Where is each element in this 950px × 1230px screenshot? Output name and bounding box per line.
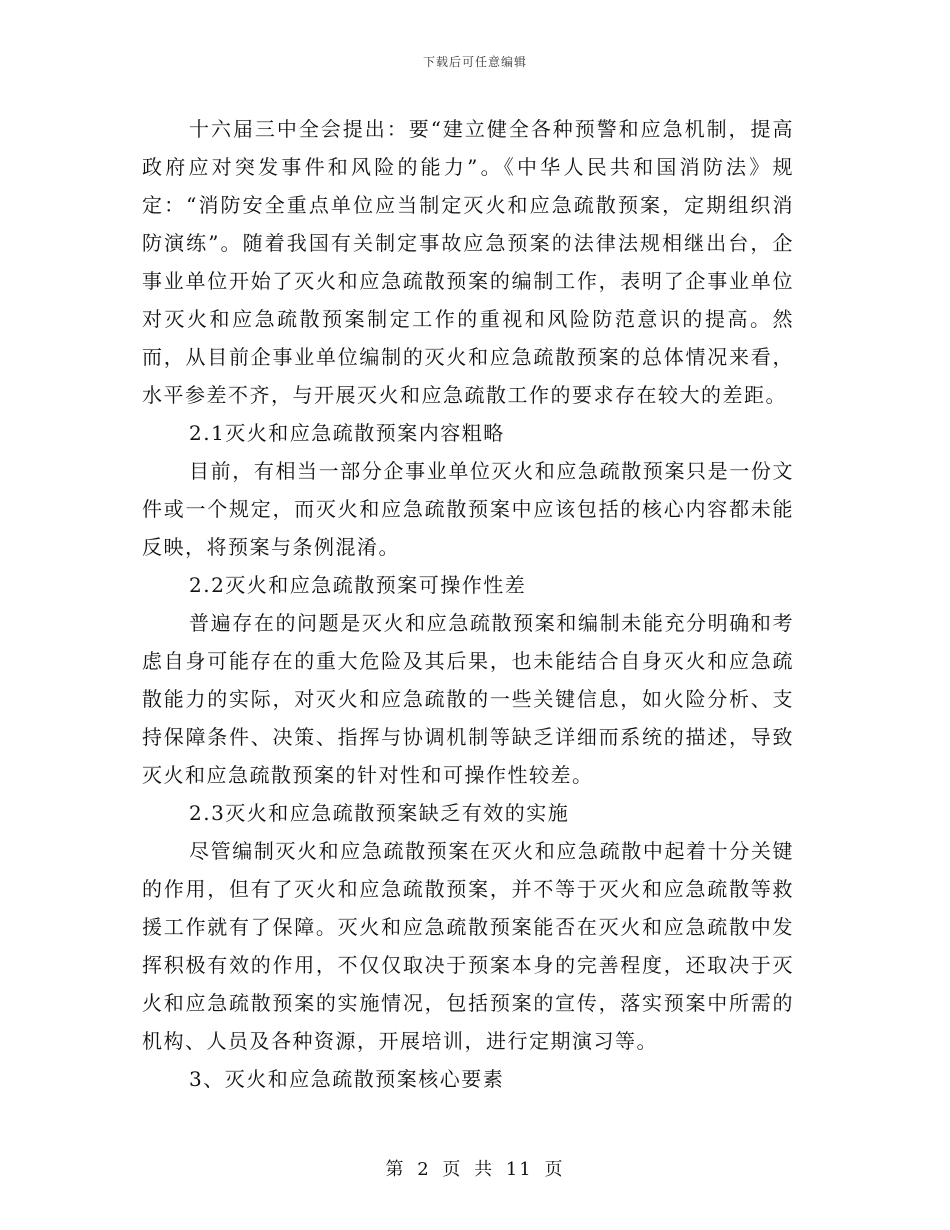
section-2-3-paragraph: 尽管编制灭火和应急疏散预案在灭火和应急疏散中起着十分关键的作用，但有了灭火和应急疏散预案，并不等于灭火和应急疏散等救援工作就有了保障。灭火和应急疏散预案能否在灭火和应急疏散中发挥积极有效的作用，不仅仅取决于预案本身的完善程度，还取决于灭火和应急疏散预案的实施情况，包括预案的宣传，落实预案中所需的机构、人员及各种资源，开展培训，进行定期演习等。 bbox=[142, 839, 794, 1053]
section-2-2-paragraph: 普遍存在的问题是灭火和应急疏散预案和编制未能充分明确和考虑自身可能存在的重大危险及其后果，也未能结合自身灭火和应急疏散能力的实际，对灭火和应急疏散的一些关键信息，如火险分析、支持保障条件、决策、指挥与协调机制等缺乏详细而系统的描述，导致灭火和应急疏散预案的针对性和可操作性较差。 bbox=[142, 611, 794, 787]
section-2-3-heading: 2.3灭火和应急疏散预案缺乏有效的实施 bbox=[189, 801, 570, 825]
section-2-2-heading: 2.2灭火和应急疏散预案可操作性差 bbox=[189, 573, 527, 597]
section-3-heading: 3、灭火和应急疏散预案核心要素 bbox=[189, 1067, 505, 1091]
page-header: 下载后可任意编辑 bbox=[422, 55, 527, 69]
document-body bbox=[142, 110, 794, 1098]
section-2-1-heading: 2.1灭火和应急疏散预案内容粗略 bbox=[189, 421, 505, 445]
intro-paragraph: 十六届三中全会提出：要“建立健全各种预警和应急机制，提高政府应对突发事件和风险的能力”。《中华人民共和国消防法》规定：“消防安全重点单位应当制定灭火和应急疏散预案，定期组织消防演练”。随着我国有关制定事故应急预案的法律法规相继出台，企事业单位开始了灭火和应急疏散预案的编制工作，表明了企事业单位对灭火和应急疏散预案制定工作的重视和风险防范意识的提高。然而，从目前企事业单位编制的灭火和应急疏散预案的总体情况来看，水平参差不齐，与开展灭火和应急疏散工作的要求存在较大的差距。 bbox=[142, 117, 794, 407]
page-number: 第 2 页 共 11 页 bbox=[385, 1159, 565, 1180]
section-2-1-paragraph: 目前，有相当一部分企事业单位灭火和应急疏散预案只是一份文件或一个规定，而灭火和应急疏散预案中应该包括的核心内容都未能反映，将预案与条例混淆。 bbox=[142, 459, 794, 559]
